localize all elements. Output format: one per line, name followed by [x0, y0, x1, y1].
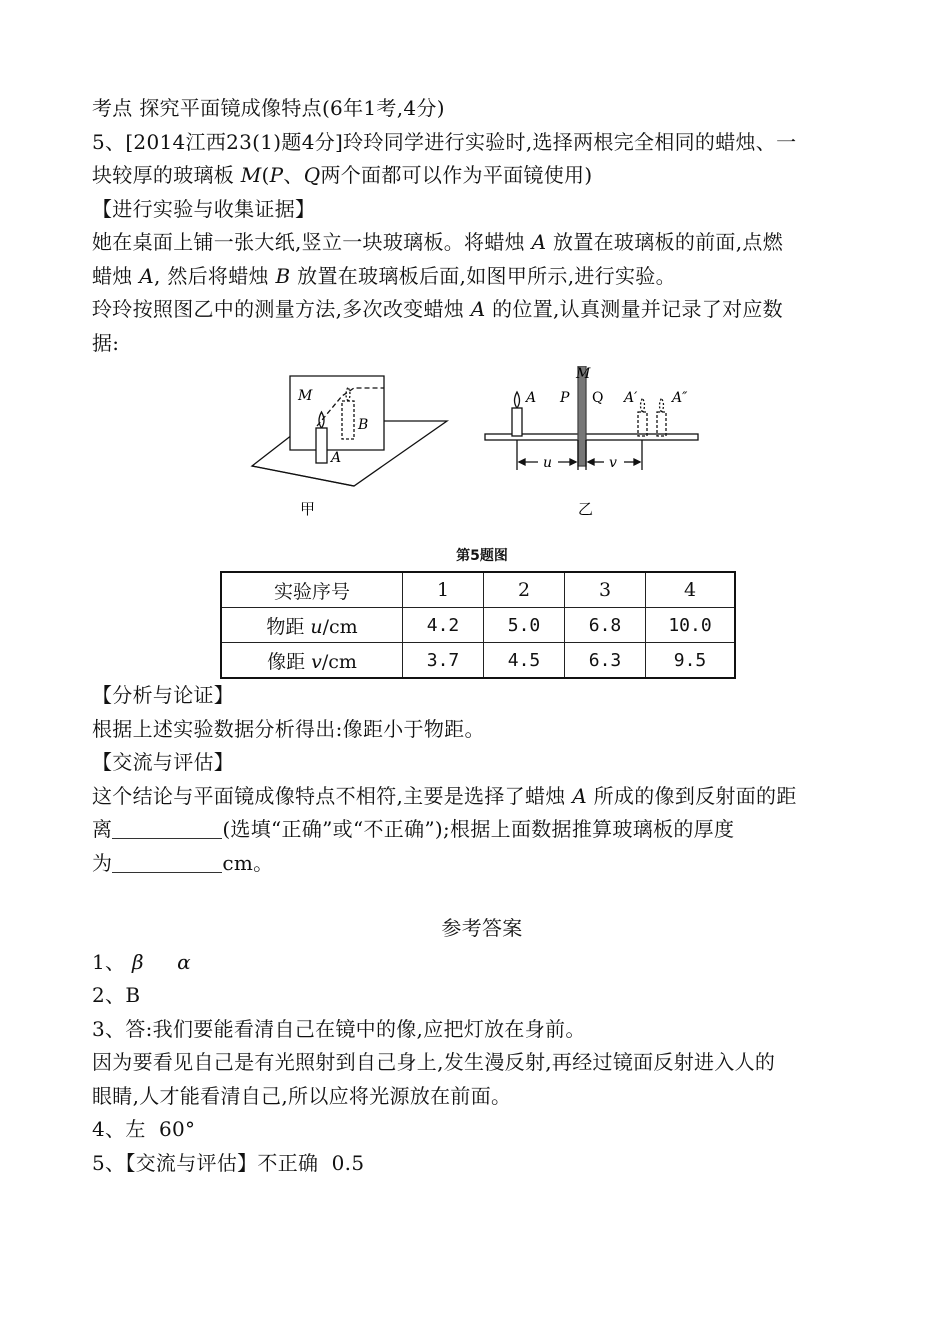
v-arrowhead-right [634, 459, 640, 465]
p1a2: 放置在玻璃板的前面,点燃 [546, 230, 783, 254]
fig-yi-label-M: M [576, 366, 591, 382]
table-cell: 5.0 [484, 608, 565, 643]
fig-yi-label-u: u [543, 455, 553, 471]
paper-front-edge [252, 466, 354, 486]
fig-yi-label-A1: A′ [624, 390, 638, 406]
table-header-cell: 4 [646, 572, 736, 608]
q5-line-2 [92, 159, 872, 193]
p1a1: 她在桌面上铺一张大纸,竖立一块玻璃板。将蜡烛 [92, 230, 532, 254]
answer-1 [92, 946, 872, 980]
answer-blank-2[interactable] [112, 850, 222, 873]
section-experiment: 【进行实验与收集证据】 [92, 196, 316, 221]
answer-3-line-2: 因为要看见自己是有光照射到自己身上,发生漫反射,再经过镜面反射进入人的 [92, 1050, 776, 1074]
p3-line: 根据上述实验数据分析得出:像距小于物距。 [92, 716, 485, 741]
fig-jia-label-B: B [358, 417, 369, 433]
var-A: A [139, 263, 155, 288]
u-arrowhead-left [519, 459, 525, 465]
section-heading: 考点 探究平面镜成像特点(6年1考,4分) [92, 96, 445, 120]
row-label-text: 像距 [267, 650, 312, 673]
table-cell: 10.0 [646, 608, 736, 643]
var-P: P [269, 163, 284, 187]
answers-title: 参考答案 [441, 916, 523, 940]
fig-yi-caption: 乙 [578, 500, 594, 518]
section-evaluation: 【交流与评估】 [92, 750, 235, 774]
row-label-unit: /cm [321, 650, 357, 673]
candle-a1-shape [638, 412, 647, 436]
data-table [220, 571, 736, 679]
row-label-text: 物距 [266, 615, 311, 638]
candle-a-shape-yi [512, 408, 522, 436]
table-cell: 4.5 [484, 643, 565, 679]
table-header-cell: 1 [403, 572, 484, 608]
fig-jia-label-M: M [298, 388, 313, 404]
p1-line-1 [92, 226, 872, 260]
var-B: B [275, 263, 291, 288]
table-header-cell: 实验序号 [221, 572, 403, 608]
figure-svg [92, 366, 872, 541]
table-cell: 3.7 [403, 643, 484, 679]
table-cell: 6.3 [565, 643, 646, 679]
fig-yi-label-P: P [560, 390, 570, 406]
section-analysis: 【分析与论证】 [92, 683, 235, 707]
p4b1: 离 [92, 817, 113, 841]
candle-a-shape [316, 428, 327, 463]
var-A: A [531, 230, 547, 254]
answer-1-beta: β [132, 949, 144, 974]
q5-intro-b2: ( [261, 163, 270, 187]
p4c2: cm。 [222, 850, 274, 875]
p4a1: 这个结论与平面镜成像特点不相符,主要是选择了蜡烛 [92, 783, 573, 808]
answer-3-line-1: 3、答:我们要能看清自己在镜中的像,应把灯放在身前。 [92, 1016, 586, 1041]
q5-source: [2014江西23(1)题4分] [125, 129, 344, 154]
answer-1-alpha: α [177, 949, 191, 974]
table-header-row [221, 572, 735, 608]
p1b2: , 然后将蜡烛 [154, 263, 276, 288]
var-Q: Q [303, 163, 321, 187]
q5-number: 5、 [92, 129, 126, 154]
row-label-image-distance [221, 643, 403, 679]
p2-line-1 [92, 293, 872, 327]
row-label-var: u [310, 615, 323, 638]
table-row [221, 608, 735, 643]
p2a2: 的位置,认真测量并记录了对应数 [485, 297, 783, 321]
table-cell: 6.8 [565, 608, 646, 643]
q5-line-1 [92, 126, 872, 160]
candle-a1-flame [641, 398, 645, 412]
candle-a2-shape [657, 412, 666, 436]
p4a2: 所成的像到反射面的距 [586, 783, 797, 808]
candle-a2-flame [660, 398, 664, 412]
p4c1: 为 [92, 850, 113, 875]
table-row [221, 643, 735, 679]
var-A: A [572, 783, 587, 808]
q5-intro-a: 玲玲同学进行实验时,选择两根完全相同的蜡烛、一 [343, 129, 797, 154]
p4-line-3 [92, 847, 872, 881]
document-page [92, 92, 872, 1180]
answer-5: 5、【交流与评估】不正确 0.5 [92, 1150, 365, 1175]
row-label-unit: /cm [322, 615, 358, 638]
figure-jia [252, 376, 447, 486]
fig-yi-label-A2: A″ [672, 390, 688, 406]
figure-caption: 第5题图 [456, 548, 508, 564]
answer-2: 2、B [92, 983, 141, 1007]
p2a1: 玲玲按照图乙中的测量方法,多次改变蜡烛 [92, 297, 471, 321]
answer-blank-1[interactable] [112, 816, 222, 839]
p1b1: 蜡烛 [92, 263, 140, 288]
answer-3-line-3: 眼睛,人才能看清自己,所以应将光源放在前面。 [92, 1083, 512, 1108]
p2-line-2: 据: [92, 330, 120, 355]
var-A: A [470, 297, 486, 321]
fig-yi-label-v: v [609, 455, 617, 471]
table-header-cell: 3 [565, 572, 646, 608]
table-cell: 9.5 [646, 643, 736, 679]
answer-4: 4、左 60° [92, 1117, 196, 1141]
p4-line-1 [92, 780, 872, 814]
answer-1-num: 1、 [92, 949, 126, 974]
fig-yi-label-Q: Q [592, 390, 604, 406]
fig-jia-caption: 甲 [300, 500, 316, 518]
candle-a-flame-yi [515, 392, 520, 408]
q5-intro-b3: 、 [283, 163, 304, 187]
p1-line-2 [92, 260, 872, 294]
table-header-cell: 2 [484, 572, 565, 608]
p4-line-2 [92, 813, 872, 847]
figure-yi [485, 366, 698, 470]
row-label-object-distance [221, 608, 403, 643]
var-M: M [240, 163, 262, 187]
fig-jia-label-A: A [331, 450, 342, 466]
v-arrowhead-left [588, 459, 594, 465]
u-arrowhead-right [570, 459, 576, 465]
p4b2: (选填“正确”或“不正确”);根据上面数据推算玻璃板的厚度 [222, 817, 735, 841]
fig-yi-label-A: A [526, 390, 537, 406]
figure-5 [92, 366, 872, 541]
q5-intro-b1: 块较厚的玻璃板 [92, 163, 241, 187]
table-cell: 4.2 [403, 608, 484, 643]
row-label-var: v [311, 650, 322, 673]
q5-intro-b4: 两个面都可以作为平面镜使用) [320, 163, 593, 187]
p1b3: 放置在玻璃板后面,如图甲所示,进行实验。 [290, 263, 676, 288]
